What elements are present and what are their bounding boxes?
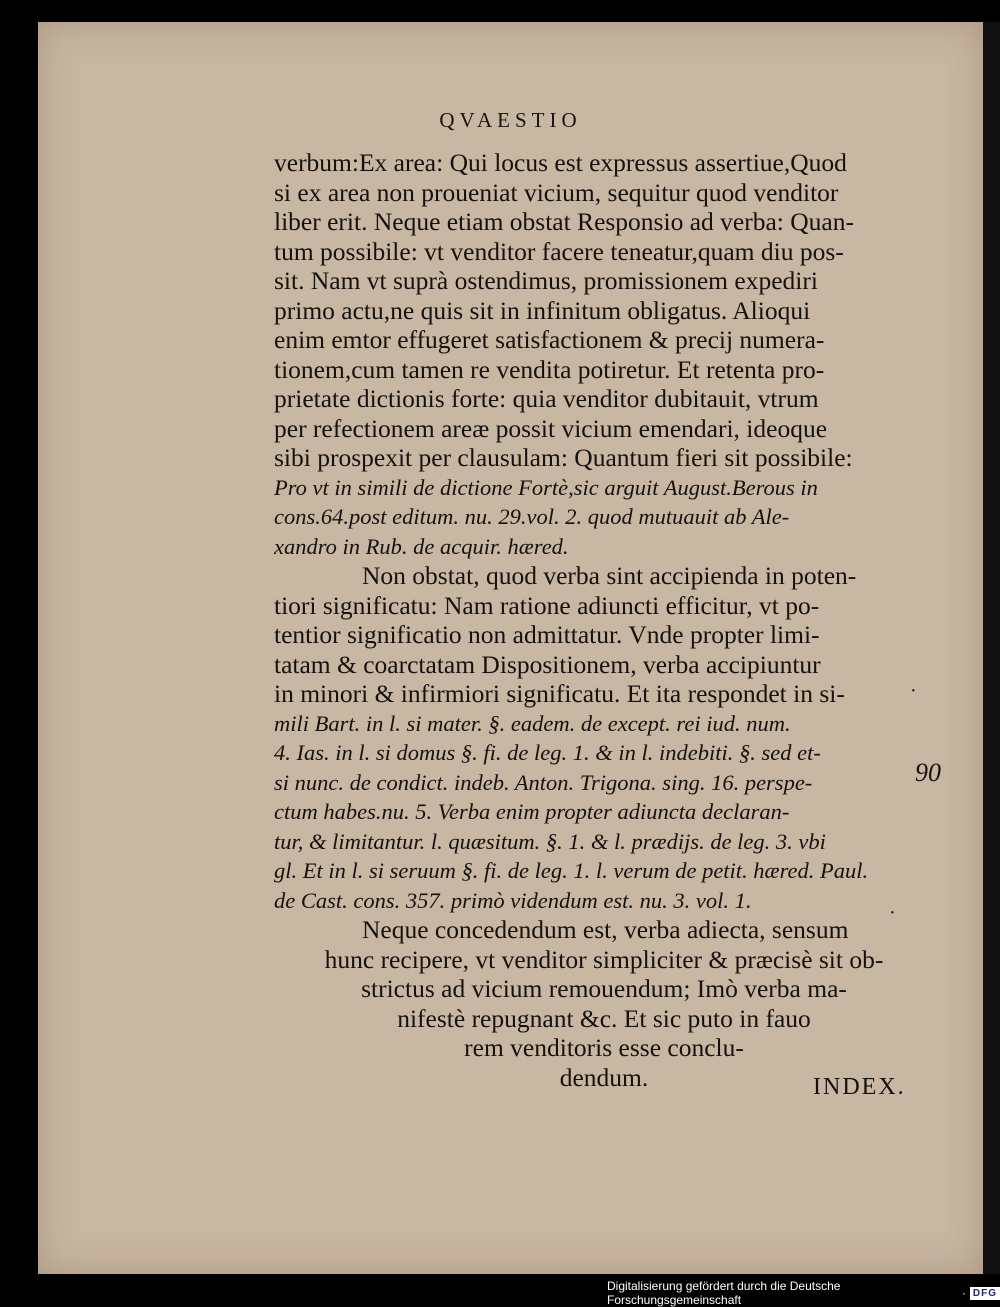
catchword: INDEX. [813,1074,906,1100]
running-header: QVAESTIO [439,108,582,132]
citation-line: ctum habes.nu. 5. Verba enim propter adiuncta declaran- [274,799,790,824]
citation-line: xandro in Rub. de acquir. hæred. [274,533,569,559]
dfg-logo-icon: DFG [970,1287,1000,1300]
text-line: tiori significatu: Nam ratione adiuncti efficitur, vt po- [274,590,820,620]
digitization-footer [607,1279,1000,1307]
text-line: si ex area non proueniat vicium, sequitur quod venditor [274,177,839,207]
text-line: prietate dictionis forte: quia venditor dubitauit, vtrum [274,384,819,413]
text-line: strictus ad vicium remouendum; Imò verba ma- [361,974,847,1003]
text-line: sit. Nam vt suprà ostendimus, promissionem expediri [274,266,818,295]
citation-line: de Cast. cons. 357. primò videndum est. nu. 3. vol. 1. [274,887,752,913]
text-line: in minori & infirmiori significatu. Et ita respondet in si- [274,679,845,708]
citation-line: tur, & limitantur. l. quæsitum. §. 1. & l. prædijs. de leg. 3. vbi [274,828,826,854]
text-line: primo actu,ne quis sit in infinitum obligatus. Alioqui [274,295,811,325]
citation-line: Pro vt in simili de dictione Fortè,sic arguit August.Berous in [274,474,818,500]
citation-line: gl. Et in l. si seruum §. fi. de leg. 1. l. verum de petit. hæred. Paul. [274,858,869,883]
text-line: sibi prospexit per clausulam: Quantum fieri sit possibile: [274,443,853,472]
text-line: hunc recipere, vt venditor simpliciter & præcisè sit ob- [324,944,884,974]
body-text [274,148,934,1092]
paragraph-start-line: Neque concedendum est, verba adiecta, sensum [362,915,849,944]
margin-number: 90 [915,758,941,787]
footer-separator: · [961,1286,966,1300]
text-line: rem venditoris esse conclu- [464,1033,744,1062]
text-line: tentior significatio non admittatur. Vnde propter limi- [274,620,820,649]
text-line: verbum:Ex area: Qui locus est expressus assertiue,Quod [274,148,847,177]
margin-dot: · [889,902,896,924]
book-page [38,22,983,1274]
text-line: tionem,cum tamen re vendita potiretur. Et retenta pro- [274,354,825,384]
paragraph-start-line: Non obstat, quod verba sint accipienda in poten- [362,561,857,590]
citation-line: si nunc. de condict. indeb. Anton. Trigona. sing. 16. perspe- [274,769,813,795]
citation-line: cons.64.post editum. nu. 29.vol. 2. quod mutuauit ab Ale- [274,504,790,529]
footer-text: Digitalisierung gefördert durch die Deutsche Forschungsgemeinschaft [607,1279,841,1307]
text-line: liber erit. Neque etiam obstat Responsio ad verba: Quan- [274,207,854,236]
text-line: nifestè repugnant &c. Et sic puto in fauo [397,1003,811,1033]
margin-dot: · [910,680,917,702]
scan-border [983,22,1000,1274]
text-line: tatam & coarctatam Dispositionem, verba accipiuntur [274,649,821,679]
citation-line: 4. Ias. in l. si domus §. fi. de leg. 1. & in l. indebiti. §. sed et- [274,740,821,765]
text-line: per refectionem areæ possit vicium emendari, ideoque [274,413,828,443]
text-line: enim emtor effugeret satisfactionem & precij numera- [274,325,825,354]
text-line: dendum. [559,1062,649,1092]
text-line: tum possibile: vt venditor facere teneatur,quam diu pos- [274,236,844,266]
citation-line: mili Bart. in l. si mater. §. eadem. de except. rei iud. num. [274,710,791,736]
